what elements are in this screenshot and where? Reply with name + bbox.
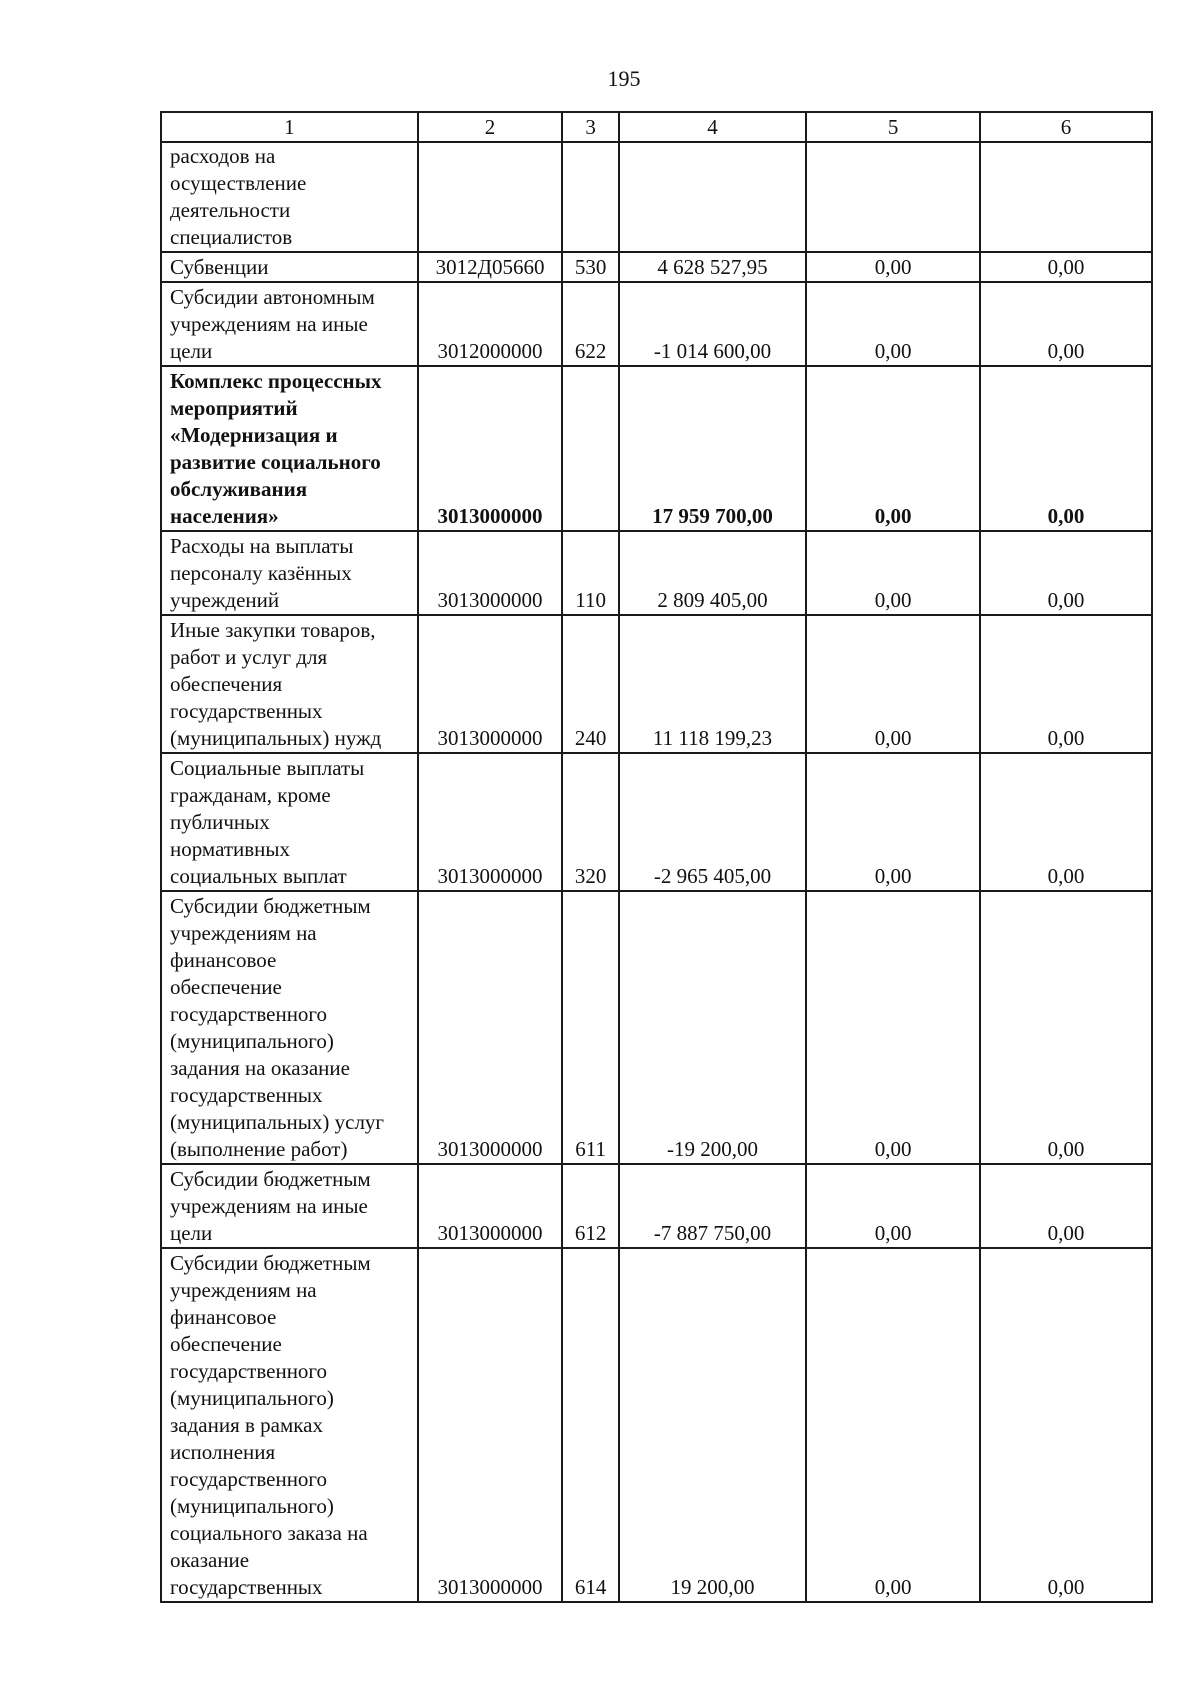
row-name-line: Социальные выплаты [170,756,365,780]
column-header-1: 1 [161,112,418,142]
column-header-4: 4 [619,112,806,142]
row-name-line: специалистов [170,225,293,249]
row-name-line: развитие социального [170,450,381,474]
amount-col6-cell [980,142,1152,252]
row-name-cell [161,615,418,753]
expense-type-code-cell [562,142,619,252]
amount-col4-cell: 17 959 700,00 [619,366,806,531]
row-name-line: государственного [170,1467,328,1491]
row-name-line: оказание [170,1548,250,1572]
target-article-code-cell: 3013000000 [418,891,563,1164]
target-article-code-cell: 3013000000 [418,753,563,891]
column-header-5: 5 [806,112,980,142]
table-row [161,142,1152,252]
expense-type-code-cell [562,366,619,531]
amount-col4-cell: -7 887 750,00 [619,1164,806,1248]
amount-col5-cell: 0,00 [806,252,980,282]
row-name-line: Расходы на выплаты [170,534,354,558]
row-name-line: публичных [170,810,270,834]
row-name-line: финансовое [170,1305,277,1329]
amount-col6-cell: 0,00 [980,1164,1152,1248]
row-name-line: Субсидии бюджетным [170,1167,371,1191]
table-body [161,142,1152,1602]
page-number: 195 [607,66,641,91]
budget-table [160,111,1153,1603]
amount-col6-cell: 0,00 [980,366,1152,531]
amount-col6-cell: 0,00 [980,1248,1152,1602]
row-name-line: персоналу казённых [170,561,352,585]
amount-col5-cell: 0,00 [806,615,980,753]
row-name-line: Субсидии автономным [170,285,375,309]
row-name-line: Иные закупки товаров, [170,618,376,642]
amount-col6-cell: 0,00 [980,282,1152,366]
row-name-line: (выполнение работ) [170,1137,348,1161]
table-row [161,1248,1152,1602]
row-name-line: обслуживания [170,477,308,501]
row-name-line: цели [170,339,213,363]
row-name-line: учреждений [170,588,280,612]
amount-col4-cell: 19 200,00 [619,1248,806,1602]
row-name-line: гражданам, кроме [170,783,331,807]
row-name-line: (муниципального) [170,1386,334,1410]
row-name-line: обеспечения [170,672,283,696]
row-name-line: социальных выплат [170,864,347,888]
expense-type-code-cell: 622 [562,282,619,366]
amount-col6-cell: 0,00 [980,753,1152,891]
amount-col5-cell: 0,00 [806,282,980,366]
target-article-code-cell: 3013000000 [418,1164,563,1248]
amount-col5-cell: 0,00 [806,366,980,531]
amount-col4-cell [619,142,806,252]
row-name-cell [161,282,418,366]
row-name-line: (муниципального) [170,1029,334,1053]
table-row [161,1164,1152,1248]
table-row [161,891,1152,1164]
table-row [161,252,1152,282]
row-name-line: задания на оказание [170,1056,350,1080]
expense-type-code-cell: 320 [562,753,619,891]
row-name-line: (муниципальных) нужд [170,726,382,750]
amount-col6-cell: 0,00 [980,615,1152,753]
table-row [161,615,1152,753]
row-name-line: Субвенции [170,255,269,279]
row-name-cell [161,531,418,615]
row-name-cell [161,366,418,531]
amount-col5-cell [806,142,980,252]
row-name-line: (муниципального) [170,1494,334,1518]
row-name-line: Комплекс процессных [170,369,382,393]
amount-col4-cell: 4 628 527,95 [619,252,806,282]
row-name-line: осуществление [170,171,307,195]
amount-col5-cell: 0,00 [806,1248,980,1602]
row-name-line: цели [170,1221,213,1245]
row-name-cell [161,891,418,1164]
expense-type-code-cell: 110 [562,531,619,615]
amount-col5-cell: 0,00 [806,1164,980,1248]
target-article-code-cell: 3013000000 [418,1248,563,1602]
row-name-line: исполнения [170,1440,276,1464]
row-name-line: учреждениям на [170,921,317,945]
row-name-line: учреждениям на [170,1278,317,1302]
target-article-code-cell: 3013000000 [418,615,563,753]
row-name-line: учреждениям на иные [170,312,368,336]
target-article-code-cell: 3013000000 [418,366,563,531]
row-name-line: Субсидии бюджетным [170,1251,371,1275]
row-name-line: деятельности [170,198,291,222]
expense-type-code-cell: 612 [562,1164,619,1248]
row-name-line: работ и услуг для [170,645,328,669]
row-name-line: государственных [170,1575,323,1599]
amount-col4-cell: 11 118 199,23 [619,615,806,753]
amount-col4-cell: -1 014 600,00 [619,282,806,366]
row-name-line: мероприятий [170,396,298,420]
amount-col5-cell: 0,00 [806,531,980,615]
table-row [161,366,1152,531]
amount-col4-cell: 2 809 405,00 [619,531,806,615]
row-name-line: государственных [170,699,323,723]
table-row [161,282,1152,366]
row-name-line: задания в рамках [170,1413,323,1437]
expense-type-code-cell: 240 [562,615,619,753]
target-article-code-cell: 3012000000 [418,282,563,366]
amount-col6-cell: 0,00 [980,252,1152,282]
expense-type-code-cell: 614 [562,1248,619,1602]
amount-col4-cell: -2 965 405,00 [619,753,806,891]
row-name-line: государственного [170,1002,328,1026]
table-row [161,753,1152,891]
row-name-cell [161,1164,418,1248]
row-name-line: нормативных [170,837,291,861]
header-row [161,112,1152,142]
row-name-line: государственных [170,1083,323,1107]
row-name-line: Субсидии бюджетным [170,894,371,918]
column-header-2: 2 [418,112,563,142]
row-name-line: социального заказа на [170,1521,368,1545]
row-name-cell [161,753,418,891]
amount-col5-cell: 0,00 [806,753,980,891]
target-article-code-cell [418,142,563,252]
row-name-cell [161,252,418,282]
amount-col4-cell: -19 200,00 [619,891,806,1164]
target-article-code-cell: 3012Д05660 [418,252,563,282]
row-name-cell [161,142,418,252]
column-header-3: 3 [562,112,619,142]
row-name-line: финансовое [170,948,277,972]
amount-col5-cell: 0,00 [806,891,980,1164]
target-article-code-cell: 3013000000 [418,531,563,615]
row-name-line: населения» [170,504,279,528]
row-name-line: (муниципальных) услуг [170,1110,385,1134]
row-name-cell [161,1248,418,1602]
expense-type-code-cell: 611 [562,891,619,1164]
row-name-line: обеспечение [170,975,282,999]
column-header-6: 6 [980,112,1152,142]
table-row [161,531,1152,615]
row-name-line: «Модернизация и [170,423,338,447]
amount-col6-cell: 0,00 [980,531,1152,615]
expense-type-code-cell: 530 [562,252,619,282]
amount-col6-cell: 0,00 [980,891,1152,1164]
row-name-line: расходов на [170,144,276,168]
row-name-line: обеспечение [170,1332,282,1356]
row-name-line: государственного [170,1359,328,1383]
row-name-line: учреждениям на иные [170,1194,368,1218]
